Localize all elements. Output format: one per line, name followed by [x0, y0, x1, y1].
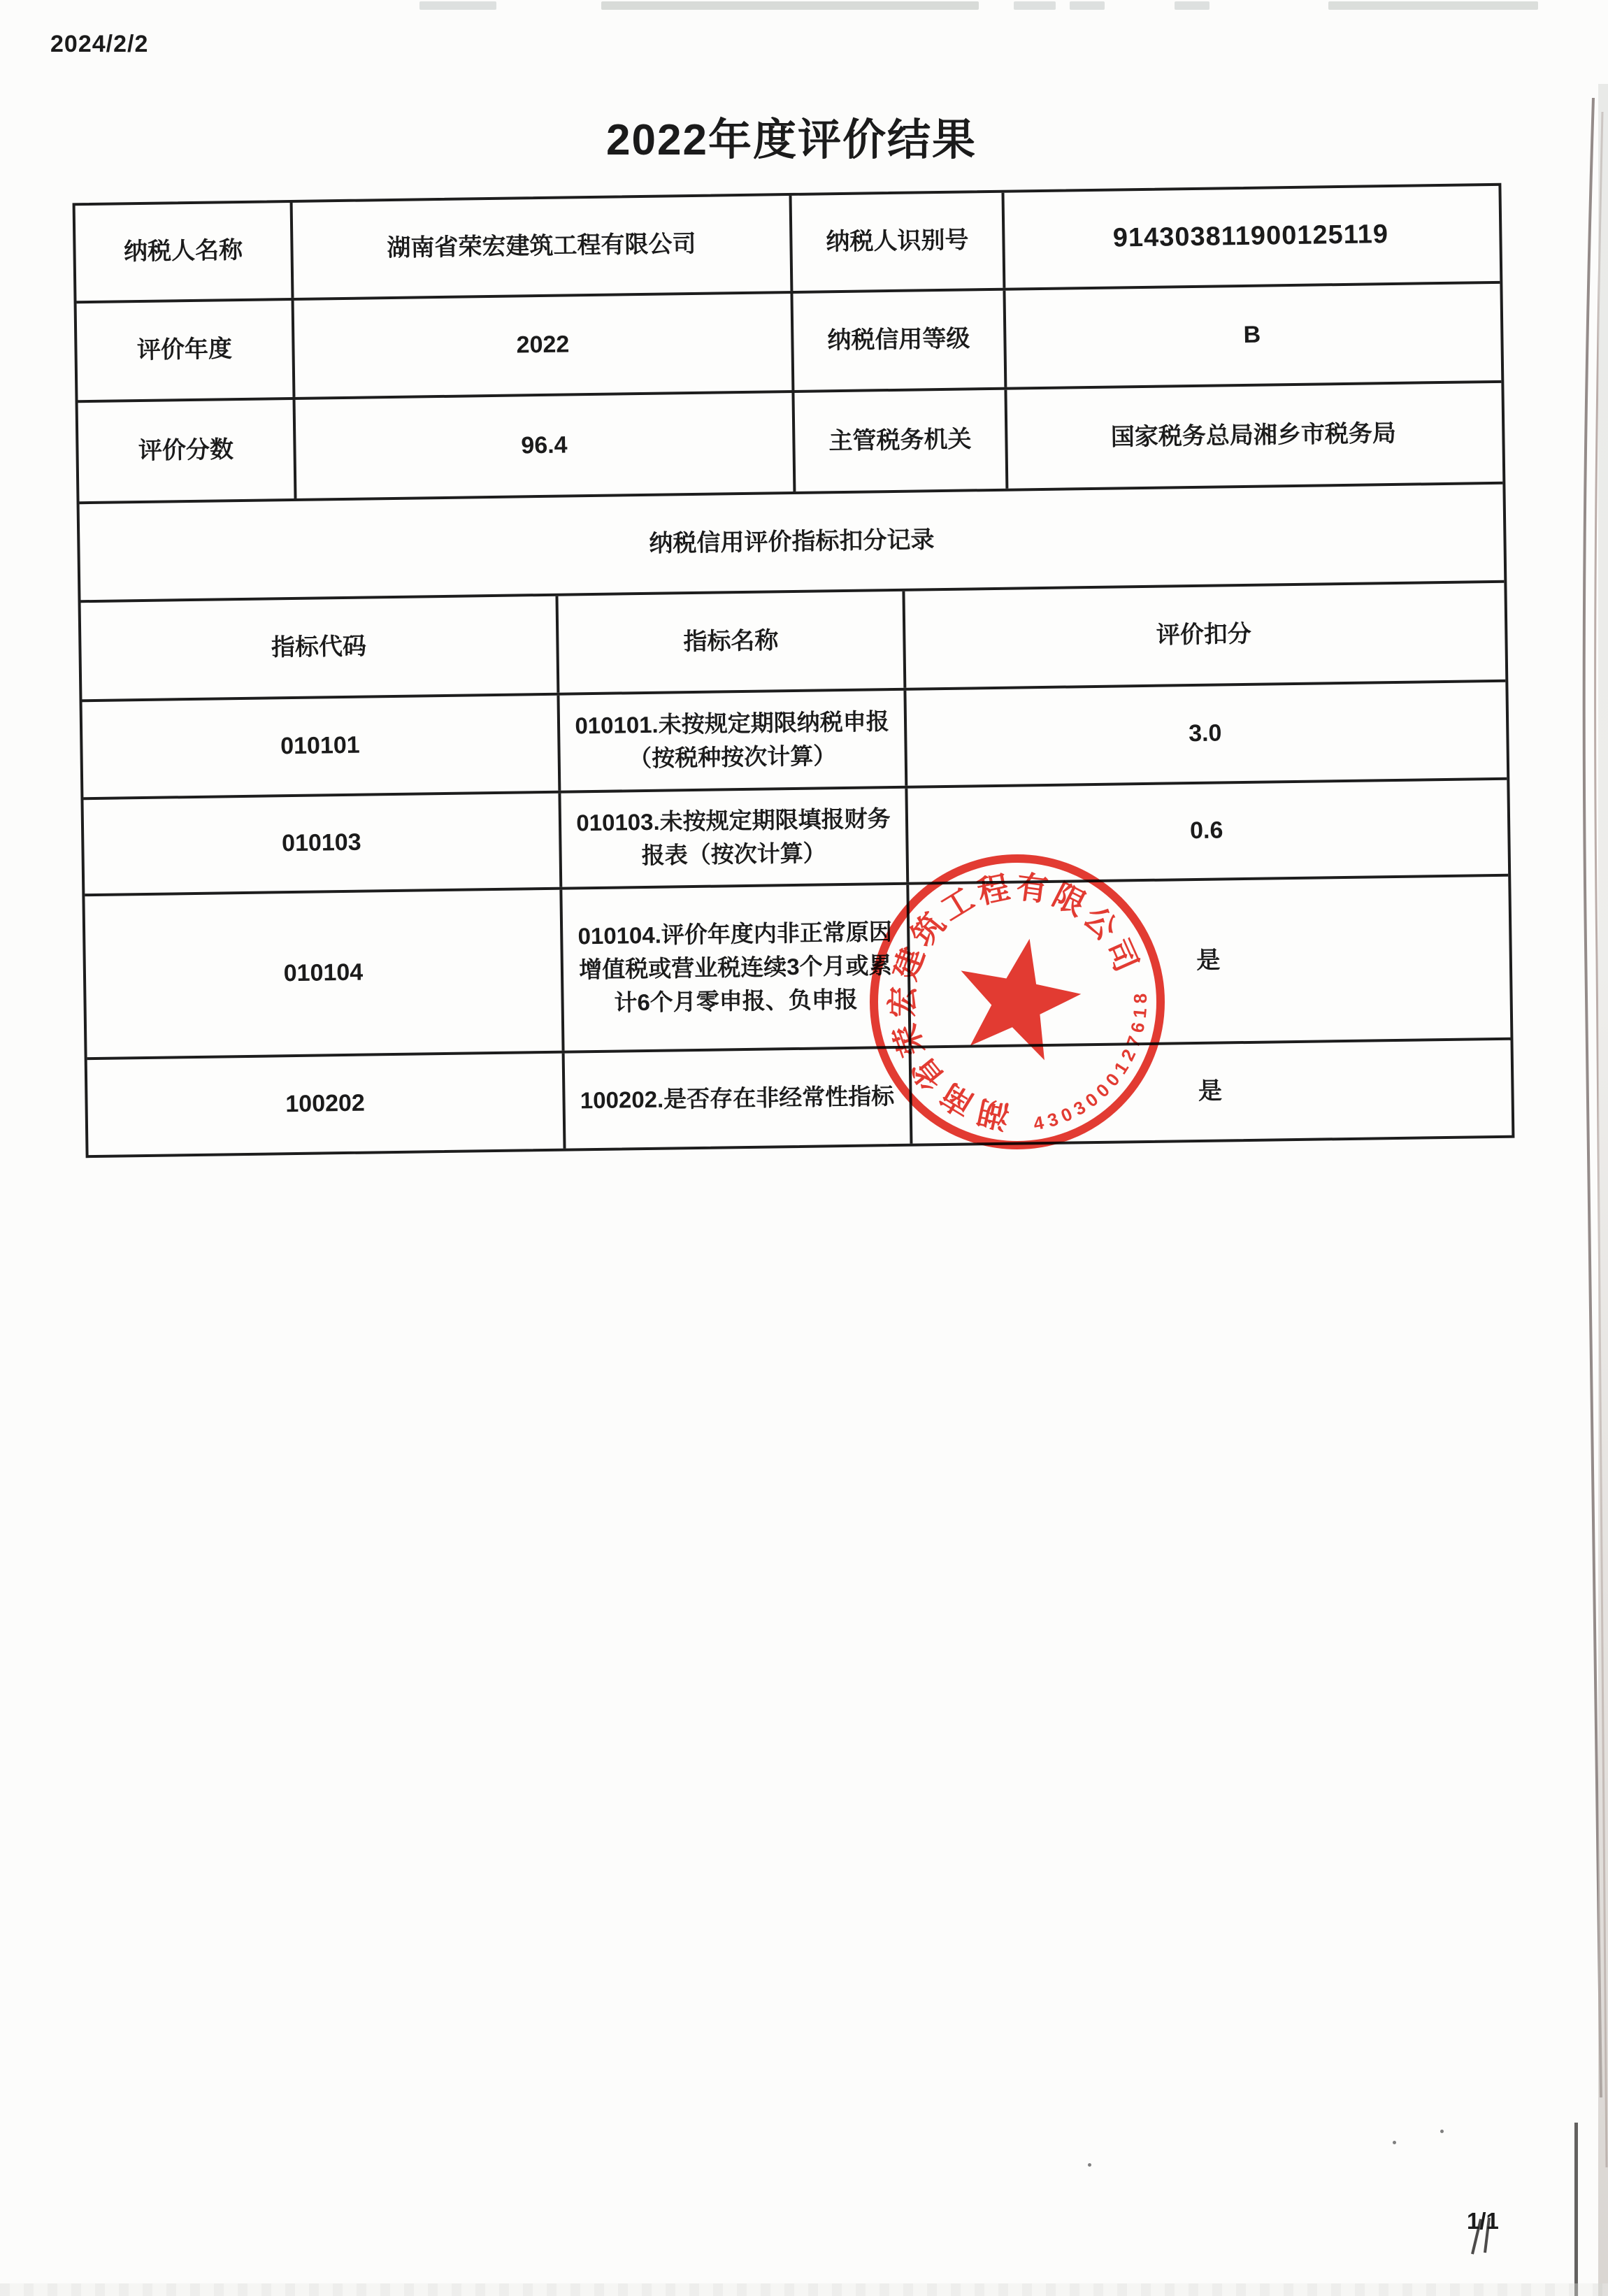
- indicator-deduction: 是: [1198, 1077, 1223, 1105]
- evaluation-year-value: 2022: [294, 294, 795, 397]
- indicator-code: 010101: [82, 696, 561, 798]
- svg-text:有: 有: [1014, 868, 1051, 908]
- scan-right-edge-artifact: [1538, 70, 1608, 2296]
- indicator-deduction: 0.6: [1189, 817, 1223, 845]
- credit-rating-label: 纳税信用等级: [793, 291, 1007, 390]
- page-number: 1/1: [1467, 2208, 1499, 2234]
- svg-text:宏: 宏: [884, 986, 921, 1018]
- scan-dot: [1088, 2163, 1091, 2167]
- svg-text:程: 程: [974, 868, 1013, 911]
- scan-dot: [1440, 2130, 1444, 2133]
- svg-text:筑: 筑: [904, 906, 952, 954]
- evaluation-score-label: 评价分数: [78, 400, 297, 501]
- credit-rating-value: B: [1243, 321, 1261, 349]
- scan-top-edge-artifact: [0, 0, 1608, 14]
- svg-text:限: 限: [1047, 876, 1092, 923]
- svg-text:荣: 荣: [886, 1019, 931, 1061]
- svg-text:2: 2: [1117, 1045, 1140, 1065]
- indicator-code: 100202: [87, 1054, 566, 1156]
- svg-text:司: 司: [1099, 933, 1145, 977]
- indicator-code: 010104: [85, 890, 564, 1058]
- indicator-code: 010103: [83, 794, 562, 894]
- svg-text:湖: 湖: [974, 1093, 1013, 1135]
- indicator-row: [82, 682, 1507, 800]
- taxpayer-id-label: 纳税人识别号: [792, 193, 1006, 291]
- taxpayer-name-value: 湖南省荣宏建筑工程有限公司: [293, 196, 794, 298]
- indicator-name: 010104.评价年度内非正常原因增值税或营业税连续3个月或累计6个月零申报、负申报: [562, 885, 911, 1051]
- evaluation-year-label: 评价年度: [77, 301, 296, 400]
- table-row: [76, 186, 1500, 303]
- page-title: 2022年度评价结果: [606, 116, 977, 164]
- tax-authority-label: 主管税务机关: [794, 390, 1008, 492]
- indicator-header-row: [81, 583, 1506, 702]
- svg-text:1: 1: [1110, 1058, 1133, 1078]
- svg-text:7: 7: [1122, 1033, 1146, 1050]
- svg-text:0: 0: [1091, 1079, 1114, 1102]
- section-header-row: [80, 485, 1505, 603]
- taxpayer-id-value: 914303811900125119: [1112, 220, 1389, 254]
- svg-text:建: 建: [886, 942, 931, 985]
- svg-text:6: 6: [1126, 1020, 1149, 1035]
- svg-text:8: 8: [1129, 993, 1151, 1004]
- scan-right-strip-artifact: [1598, 84, 1608, 2296]
- indicator-name: 010103.未按规定期限填报财务报表（按次计算）: [561, 789, 909, 887]
- indicator-name-header: 指标名称: [558, 591, 906, 693]
- svg-text:工: 工: [934, 880, 980, 928]
- indicator-name: 100202.是否存在非经常性指标: [565, 1049, 913, 1149]
- indicator-name: 010101.未按规定期限纳税申报（按税种按次计算）: [559, 691, 907, 791]
- indicator-deduction-header: 评价扣分: [1156, 621, 1252, 650]
- svg-text:公: 公: [1077, 899, 1124, 947]
- scan-bottom-band-artifact: [0, 2283, 1608, 2296]
- scan-dot: [1393, 2141, 1396, 2144]
- scan-date: 2024/2/2: [50, 31, 149, 57]
- svg-text:3: 3: [1045, 1108, 1061, 1131]
- svg-text:0: 0: [1081, 1088, 1103, 1112]
- scan-vertical-line-artifact: [1574, 2123, 1578, 2296]
- indicator-deduction: 是: [1196, 947, 1221, 975]
- svg-text:4: 4: [1031, 1112, 1046, 1135]
- indicator-code-header: 指标代码: [81, 596, 560, 700]
- table-row: [77, 284, 1502, 403]
- evaluation-score-value: 96.4: [296, 393, 796, 498]
- company-stamp: [856, 841, 1178, 1163]
- company-stamp-svg: [856, 841, 1178, 1163]
- svg-text:南: 南: [934, 1076, 980, 1124]
- deduction-section-title: 纳税信用评价指标扣分记录: [649, 526, 935, 557]
- indicator-deduction: 3.0: [1188, 719, 1222, 747]
- indicator-row: [85, 877, 1510, 1060]
- table-row: [78, 383, 1503, 504]
- indicator-row: [87, 1040, 1512, 1155]
- svg-text:0: 0: [1101, 1069, 1124, 1091]
- evaluation-table: [73, 183, 1515, 1158]
- svg-text:3: 3: [1070, 1096, 1089, 1120]
- svg-text:0: 0: [1057, 1103, 1076, 1126]
- svg-text:省: 省: [904, 1050, 952, 1098]
- svg-text:1: 1: [1128, 1007, 1151, 1019]
- taxpayer-name-label: 纳税人名称: [76, 203, 294, 301]
- tax-authority-value: 国家税务总局湘乡市税务局: [1110, 419, 1397, 451]
